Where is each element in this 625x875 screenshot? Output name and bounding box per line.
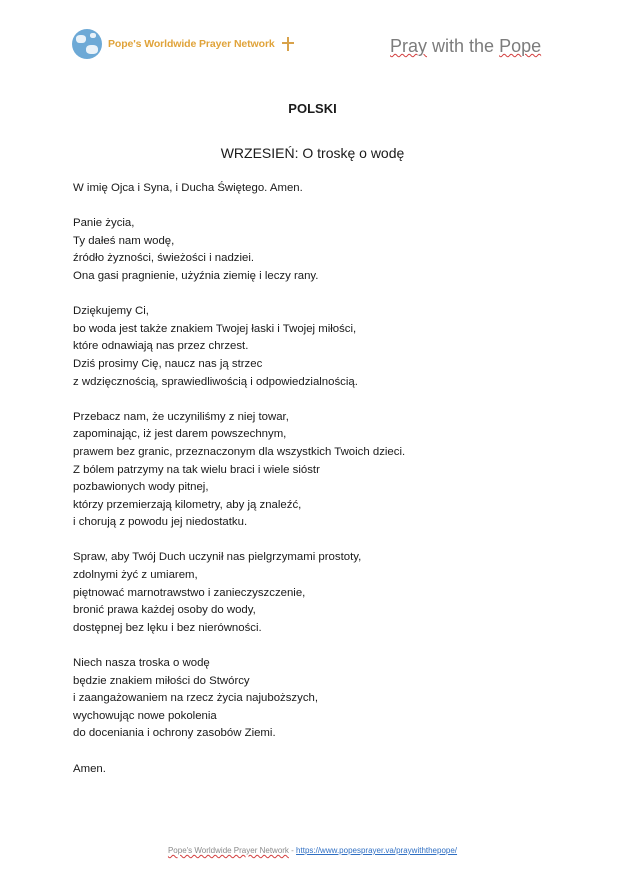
prayer-line: do doceniania i ochrony zasobów Ziemi. [73, 727, 276, 740]
prayer-line: zapominając, iż jest darem powszechnym, [73, 428, 287, 441]
footer [0, 846, 625, 855]
prayer-line: Niech nasza troska o wodę [73, 657, 210, 670]
prayer-line: źródło żyzności, świeżości i nadziei. [73, 252, 255, 265]
stanza [73, 549, 543, 637]
header-logo [72, 28, 295, 60]
prayer-line: pozbawionych wody pitnej, [73, 481, 209, 494]
globe-icon [72, 29, 102, 59]
prayer-line: Panie życia, [73, 217, 135, 230]
header-title [390, 36, 541, 57]
prayer-line: z wdzięcznością, sprawiedliwością i odpowiedzialnością. [73, 375, 358, 388]
prayer-line: i chorują z powodu jej niedostatku. [73, 516, 248, 529]
prayer-line: W imię Ojca i Syna, i Ducha Świętego. Amen. [73, 182, 303, 194]
cross-icon [281, 37, 295, 51]
header-title-word-pope: Pope [499, 36, 542, 56]
prayer-line: którzy przemierzają kilometry, aby ją znaleźć, [73, 498, 302, 511]
header-title-middle: with the [427, 36, 500, 56]
stanza [73, 215, 543, 285]
prayer-line: zdolnymi żyć z umiarem, [73, 569, 198, 582]
prayer-line: które odnawiają nas przez chrzest. [73, 340, 249, 353]
prayer-line: Dziś prosimy Cię, naucz nas ją strzec [73, 357, 263, 370]
prayer-line: Przebacz nam, że uczyniliśmy z niej towar, [73, 410, 289, 423]
prayer-line: i zaangażowaniem na rzecz życia najuboższych, [73, 692, 319, 705]
footer-link[interactable]: https://www.popesprayer.va/praywiththepope/ [296, 846, 458, 855]
stanza [73, 655, 543, 743]
prayer-body [73, 180, 543, 796]
header-title-word-pray: Pray [390, 36, 428, 56]
prayer-line: będzie znakiem miłości do Stwórcy [73, 674, 250, 687]
prayer-line: prawem bez granic, przeznaczonym dla wszystkich Twoich dzieci. [73, 445, 406, 458]
stanza [73, 409, 543, 532]
prayer-line: Ty dałeś nam wodę, [73, 234, 175, 247]
prayer-line: Ona gasi pragnienie, użyźnia ziemię i leczy rany. [73, 269, 319, 282]
prayer-line: dostępnej bez lęku i bez nierówności. [73, 621, 262, 634]
footer-org: Pope's Worldwide Prayer Network [167, 846, 289, 855]
prayer-line: bo woda jest także znakiem Twojej łaski i Twojej miłości, [73, 322, 357, 335]
language-heading: POLSKI [288, 101, 337, 116]
logo-text: Pope's Worldwide Prayer Network [108, 38, 275, 50]
prayer-line: Z bólem patrzymy na tak wielu braci i wiele sióstr [73, 463, 320, 476]
stanza-opening [73, 180, 543, 198]
prayer-line: Dziękujemy Ci, [73, 305, 149, 318]
footer-separator: - [288, 846, 297, 855]
prayer-line: bronić prawa każdej osoby do wody, [73, 604, 256, 617]
prayer-line: Amen. [73, 762, 106, 775]
prayer-line: wychowując nowe pokolenia [73, 709, 217, 722]
prayer-title: WRZESIEŃ: O troskę o wodę [220, 145, 405, 161]
prayer-line: piętnować marnotrawstwo i zanieczyszczenie, [73, 586, 306, 599]
prayer-line: Spraw, aby Twój Duch uczynił nas pielgrzymami prostoty, [73, 551, 362, 564]
stanza [73, 303, 543, 391]
stanza-closing [73, 761, 543, 779]
